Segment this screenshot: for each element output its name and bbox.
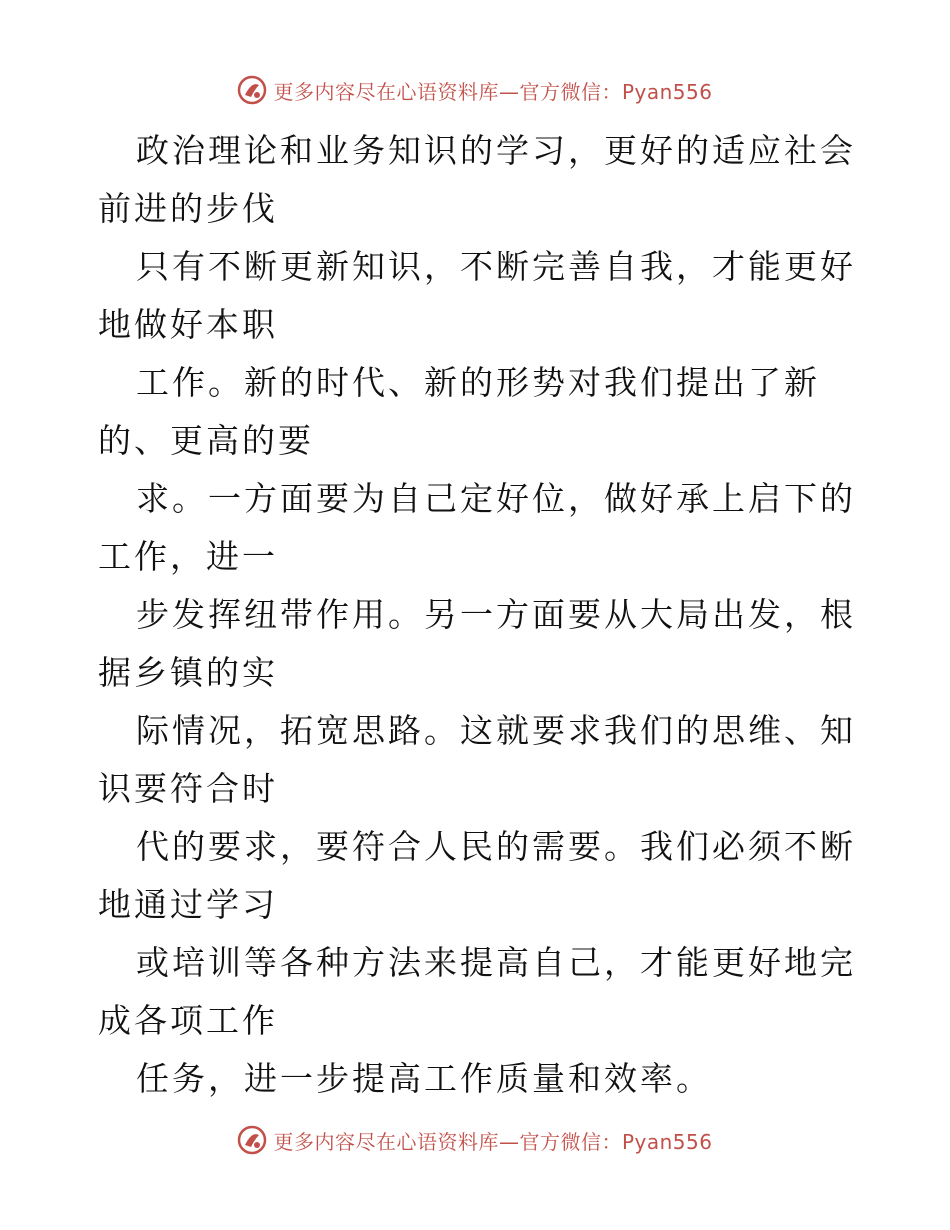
seal-logo-icon <box>237 1125 267 1155</box>
paragraph: 求。一方面要为自己定好位，做好承上启下的工作，进一 <box>98 479 856 576</box>
paragraph: 只有不断更新知识，不断完善自我，才能更好地做好本职 <box>98 247 856 344</box>
header-text: 更多内容尽在心语资料库—官方微信：Pyan556 <box>273 79 713 104</box>
paragraph: 任务，进一步提高工作质量和效率。 <box>136 1059 712 1098</box>
paragraph: 或培训等各种方法来提高自己，才能更好地完成各项工作 <box>98 943 856 1040</box>
paragraph: 工作。新的时代、新的形势对我们提出了新的、更高的要 <box>98 363 820 460</box>
seal-logo-icon <box>237 75 267 105</box>
footer-text: 更多内容尽在心语资料库—官方微信：Pyan556 <box>273 1129 713 1154</box>
paragraph: 际情况，拓宽思路。这就要求我们的思维、知识要符合时 <box>98 711 856 808</box>
paragraph: 代的要求，要符合人民的需要。我们必须不断地通过学习 <box>98 827 856 924</box>
paragraph: 政治理论和业务知识的学习，更好的适应社会前进的步伐 <box>98 131 856 228</box>
paragraph: 步发挥纽带作用。另一方面要从大局出发，根据乡镇的实 <box>98 595 856 692</box>
footer-banner <box>0 1122 950 1158</box>
header-banner <box>0 72 950 108</box>
document-body <box>98 122 858 1108</box>
